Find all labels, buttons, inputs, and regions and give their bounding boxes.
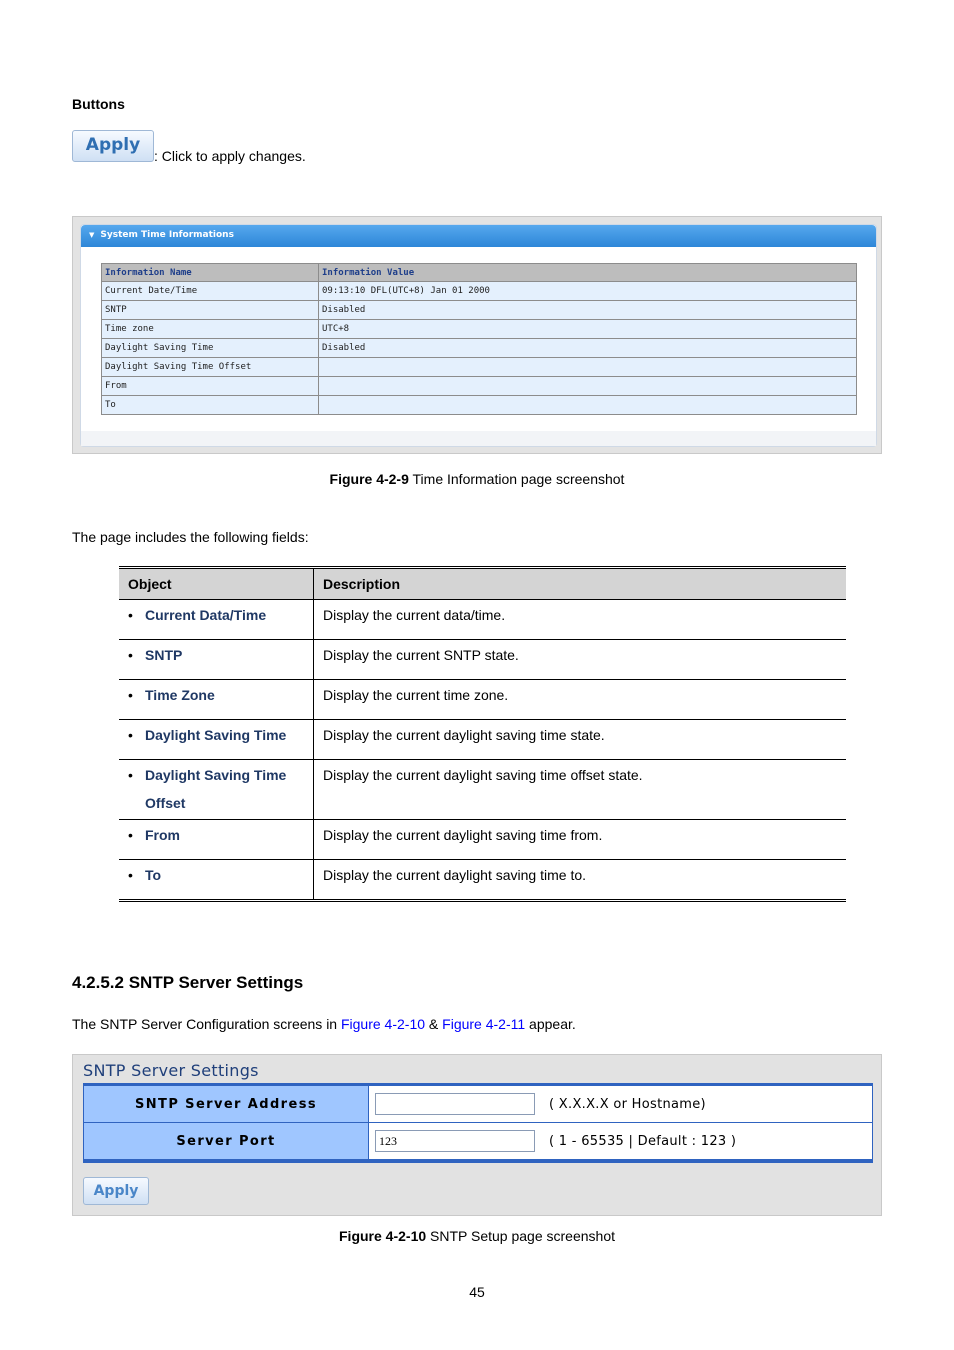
- form-row-port: [84, 1123, 873, 1162]
- figure-caption: [0, 471, 954, 487]
- table-row: [102, 396, 857, 415]
- object-cell: [119, 680, 314, 720]
- server-address-input[interactable]: [375, 1093, 535, 1115]
- table-row: [102, 282, 857, 301]
- object-name: Time Zone: [145, 687, 215, 703]
- bullet-icon: •: [128, 767, 133, 783]
- info-value: 09:13:10 DFL(UTC+8) Jan 01 2000: [319, 282, 857, 301]
- object-cell: [119, 640, 314, 680]
- object-cell: [119, 860, 314, 901]
- object-cell: [119, 760, 314, 820]
- buttons-heading: Buttons: [72, 96, 125, 112]
- server-address-cell: [369, 1085, 873, 1123]
- section-heading: 4.2.5.2 SNTP Server Settings: [72, 973, 304, 992]
- panel-title-bar[interactable]: [81, 225, 876, 247]
- sntp-settings-form: [83, 1083, 873, 1163]
- server-port-cell: [369, 1123, 873, 1162]
- description-cell: Display the current SNTP state.: [314, 640, 847, 680]
- description-cell: Display the current daylight saving time state.: [314, 720, 847, 760]
- apply-button[interactable]: Apply: [83, 1177, 149, 1205]
- figure-link-2[interactable]: Figure 4-2-11: [442, 1016, 526, 1032]
- figure-label: Figure 4-2-10: [339, 1228, 427, 1244]
- section-intro: [72, 1016, 576, 1032]
- page-number: 45: [469, 1284, 485, 1300]
- panel-footer: [81, 431, 876, 446]
- panel-title: System Time Informations: [100, 230, 234, 240]
- figure-caption-text: Time Information page screenshot: [408, 471, 625, 487]
- object-cell: [119, 820, 314, 860]
- sntp-settings-title: SNTP Server Settings: [83, 1061, 259, 1080]
- column-header-value: Information Value: [319, 264, 857, 282]
- system-time-table: [101, 263, 857, 415]
- description-cell: Display the current daylight saving time offset state.: [314, 760, 847, 820]
- column-header-name: Information Name: [102, 264, 319, 282]
- server-port-input[interactable]: 123: [375, 1130, 535, 1152]
- table-row: [102, 377, 857, 396]
- table-row: [119, 820, 846, 860]
- info-name: Daylight Saving Time: [102, 339, 319, 358]
- table-row: [102, 320, 857, 339]
- sntp-settings-screenshot: [72, 1054, 882, 1216]
- table-row: [119, 680, 846, 720]
- intro-suffix: appear.: [525, 1016, 576, 1032]
- object-name: From: [145, 827, 180, 843]
- table-row: [102, 339, 857, 358]
- figure-caption-text: SNTP Setup page screenshot: [426, 1228, 615, 1244]
- server-address-label: SNTP Server Address: [84, 1085, 369, 1123]
- table-row: [119, 860, 846, 901]
- table-row: [119, 720, 846, 760]
- object-name: Daylight Saving Time: [145, 767, 287, 783]
- fields-table: [119, 566, 846, 902]
- info-name: To: [102, 396, 319, 415]
- system-time-screenshot: [72, 216, 882, 454]
- info-value: Disabled: [319, 301, 857, 320]
- info-value: UTC+8: [319, 320, 857, 339]
- info-value: [319, 396, 857, 415]
- figure-caption: [0, 1228, 954, 1244]
- bullet-icon: •: [128, 607, 133, 623]
- figure-label: Figure 4-2-9: [329, 471, 409, 487]
- table-row: [119, 640, 846, 680]
- server-address-hint: ( X.X.X.X or Hostname): [549, 1096, 706, 1112]
- bullet-icon: •: [128, 727, 133, 743]
- object-name-line2: Offset: [145, 795, 186, 811]
- description-cell: Display the current daylight saving time from.: [314, 820, 847, 860]
- table-row: [119, 760, 846, 820]
- bullet-icon: •: [128, 867, 133, 883]
- bullet-icon: •: [128, 687, 133, 703]
- info-name: Current Date/Time: [102, 282, 319, 301]
- object-name: SNTP: [145, 647, 183, 663]
- fields-intro: The page includes the following fields:: [72, 529, 309, 545]
- server-port-label: Server Port: [84, 1123, 369, 1162]
- object-cell: [119, 720, 314, 760]
- table-row: [102, 358, 857, 377]
- bullet-icon: •: [128, 827, 133, 843]
- info-value: Disabled: [319, 339, 857, 358]
- info-value: [319, 377, 857, 396]
- object-name: Current Data/Time: [145, 607, 267, 623]
- object-name: To: [145, 867, 162, 883]
- apply-description: : Click to apply changes.: [154, 148, 306, 164]
- object-name: Daylight Saving Time: [145, 727, 287, 743]
- description-cell: Display the current time zone.: [314, 680, 847, 720]
- form-row-address: [84, 1085, 873, 1123]
- info-name: From: [102, 377, 319, 396]
- description-cell: Display the current daylight saving time to.: [314, 860, 847, 901]
- apply-button-sample[interactable]: Apply: [72, 130, 154, 162]
- intro-mid: &: [425, 1016, 443, 1032]
- system-time-panel: [80, 224, 877, 447]
- info-name: Time zone: [102, 320, 319, 339]
- collapse-triangle-icon[interactable]: ▼: [89, 231, 95, 239]
- info-name: Daylight Saving Time Offset: [102, 358, 319, 377]
- info-name: SNTP: [102, 301, 319, 320]
- figure-link-1[interactable]: Figure 4-2-10: [340, 1016, 426, 1032]
- table-row: [119, 600, 846, 640]
- table-row: [102, 301, 857, 320]
- info-value: [319, 358, 857, 377]
- server-port-hint: ( 1 - 65535 | Default : 123 ): [549, 1133, 737, 1149]
- description-cell: Display the current data/time.: [314, 600, 847, 640]
- column-header-description: Description: [314, 568, 847, 600]
- intro-prefix: The SNTP Server Configuration screens in: [72, 1016, 341, 1032]
- bullet-icon: •: [128, 647, 133, 663]
- column-header-object: Object: [119, 568, 314, 600]
- object-cell: [119, 600, 314, 640]
